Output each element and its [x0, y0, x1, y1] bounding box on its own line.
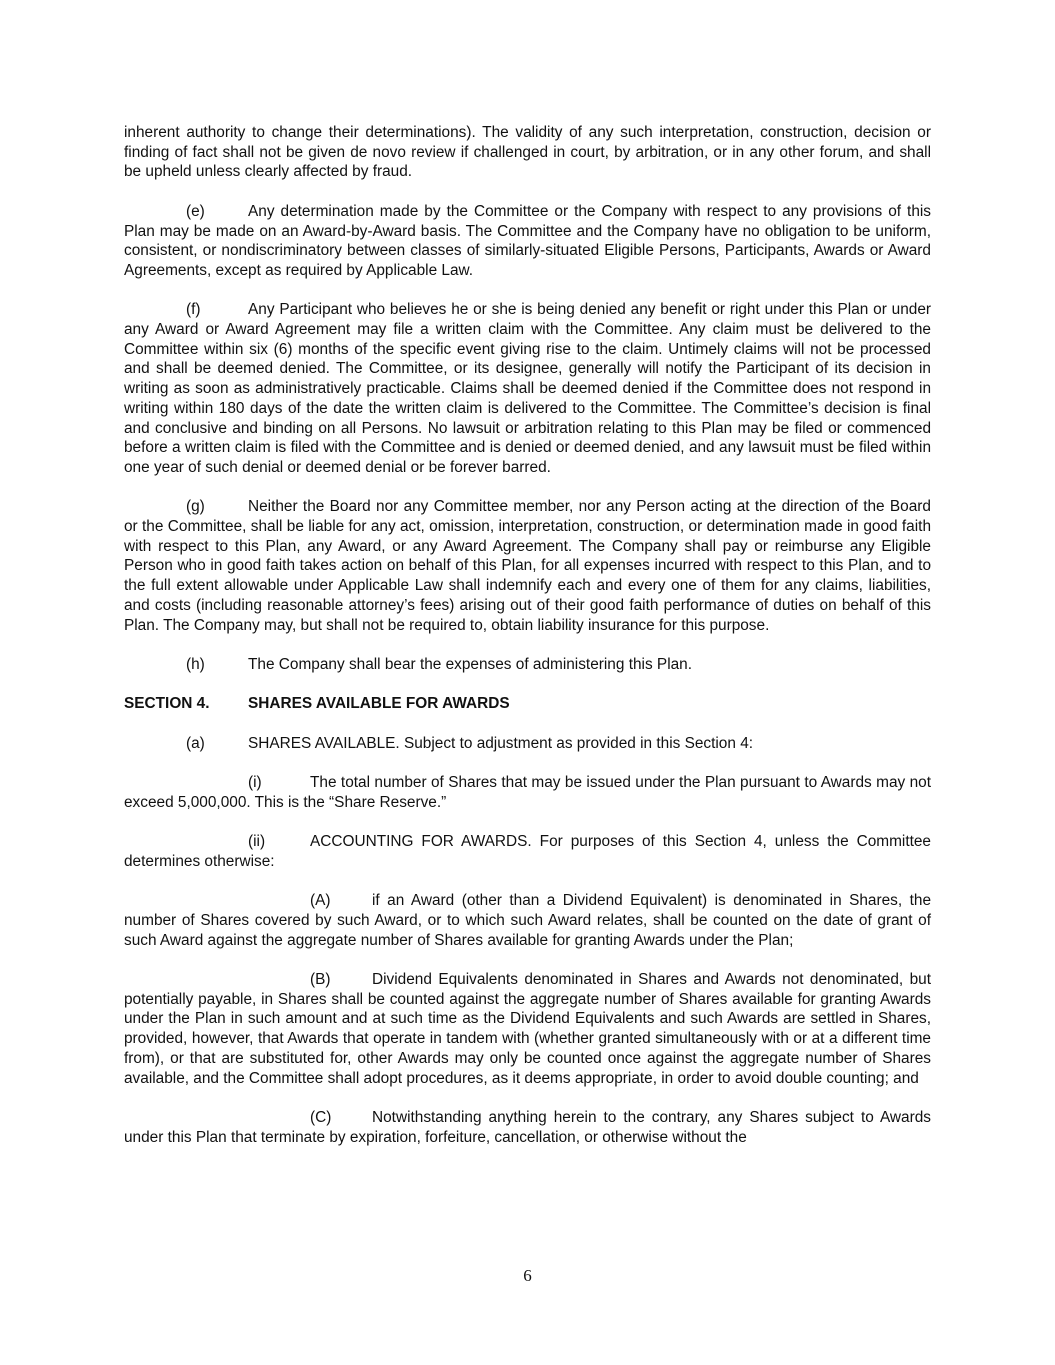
- paragraph-f: [124, 300, 931, 477]
- document-body: [124, 123, 931, 1167]
- paragraph-a: [124, 734, 931, 754]
- section-number: SECTION 4.: [124, 695, 210, 713]
- paragraph-label: (C): [310, 1108, 332, 1126]
- paragraph-label: (f): [186, 301, 201, 319]
- paragraph-i: [124, 773, 931, 812]
- paragraph-text: Any determination made by the Committee or the Company with respect to any provisions of this Plan may be made on an Award-by-Award basis. The Committee and the Company have no obligation to be uniform, consistent, or nondiscriminatory between classes of similarly-situated Eligible Persons, Participants, Awards or Award Agreements, except as required by Applicable Law.: [124, 202, 931, 279]
- paragraph-label: (a): [186, 734, 205, 752]
- paragraph-text: The Company shall bear the expenses of administering this Plan.: [248, 655, 693, 673]
- paragraph-A: [124, 891, 931, 950]
- paragraph-continuation: [124, 123, 931, 182]
- paragraph-label: (A): [310, 892, 331, 910]
- paragraph-B: [124, 970, 931, 1088]
- paragraph-label: (g): [186, 498, 205, 516]
- page-number: 6: [523, 1266, 532, 1285]
- paragraph-h: [124, 655, 931, 675]
- paragraph-text: Any Participant who believes he or she is being denied any benefit or right under this Plan or under any Award or Award Agreement may file a written claim with the Committee. Any claim must be delivered to the Committee within six (6) months of the specific event giving rise to the claim. Untimely claims will not be processed and shall be deemed denied. The Committee, or its designee, generally will notify the Participant of its decision in writing as soon as administratively practicable. Claims shall be deemed denied if the Committee does not respond in writing within 180 days of the date the written claim is delivered to the Committee. The Committee’s decision is final and conclusive and binding on all Persons. No lawsuit or arbitration relating to this Plan may be filed or commenced before a written claim is filed with the Committee and is denied or deemed denied, and any lawsuit must be filed within one year of such denial or deemed denial or be forever barred.: [124, 301, 931, 476]
- paragraph-ii: [124, 832, 931, 871]
- paragraph-C: [124, 1108, 931, 1147]
- paragraph-text: if an Award (other than a Dividend Equivalent) is denominated in Shares, the number of Shares covered by such Award, or to which such Award relates, shall be counted on the date of grant of such Award against the aggregate number of Shares available for granting Awards under the Plan;: [124, 892, 931, 949]
- paragraph-g: [124, 497, 931, 635]
- paragraph-label: (i): [248, 774, 262, 792]
- paragraph-text: Neither the Board nor any Committee member, nor any Person acting at the direction of the Board or the Committee, shall be liable for any act, omission, interpretation, construction, or determination made in good faith with respect to this Plan, any Award, or any Award Agreement. The Company shall pay or reimburse any Eligible Person who in good faith takes action on behalf of this Plan, for all expenses incurred with respect to this Plan, and to the full extent allowable under Applicable Law shall indemnify each and every one of them for any claims, liabilities, and costs (including reasonable attorney’s fees) arising out of their good faith performance of duties on behalf of this Plan. The Company may, but shall not be required to, obtain liability insurance for this purpose.: [124, 498, 931, 634]
- paragraph-text: SHARES AVAILABLE. Subject to adjustment as provided in this Section 4:: [248, 734, 754, 752]
- paragraph-text: inherent authority to change their determinations). The validity of any such interpretation, construction, decision or finding of fact shall not be given de novo review if challenged in court, by arbitration, or in any other forum, and shall be upheld unless clearly affected by fraud.: [124, 124, 931, 181]
- paragraph-text: ACCOUNTING FOR AWARDS. For purposes of this Section 4, unless the Committee determines otherwise:: [124, 833, 931, 870]
- paragraph-label: (ii): [248, 833, 266, 851]
- paragraph-label: (B): [310, 971, 331, 989]
- paragraph-text: Notwithstanding anything herein to the contrary, any Shares subject to Awards under this Plan that terminate by expiration, forfeiture, cancellation, or otherwise without the: [124, 1108, 931, 1146]
- paragraph-e: [124, 202, 931, 281]
- section-heading: [124, 694, 931, 714]
- paragraph-label: (h): [186, 655, 205, 673]
- paragraph-text: Dividend Equivalents denominated in Shares and Awards not denominated, but potentially payable, in Shares shall be counted against the aggregate number of Shares available for granting Awards under the Plan in such amount and at such time as the Dividend Equivalents and such Awards are settled in Shares, provided, however, that Awards that operate in tandem with (whether granted simultaneously with or at a different time from), or that are substituted for, other Awards may only be counted once against the aggregate number of Shares available, and the Committee shall adopt procedures, as it deems appropriate, in order to avoid double counting; and: [124, 971, 931, 1087]
- paragraph-label: (e): [186, 202, 205, 220]
- paragraph-text: The total number of Shares that may be issued under the Plan pursuant to Awards may not exceed 5,000,000. This is the “Share Reserve.”: [124, 774, 931, 811]
- section-title: SHARES AVAILABLE FOR AWARDS: [248, 695, 510, 713]
